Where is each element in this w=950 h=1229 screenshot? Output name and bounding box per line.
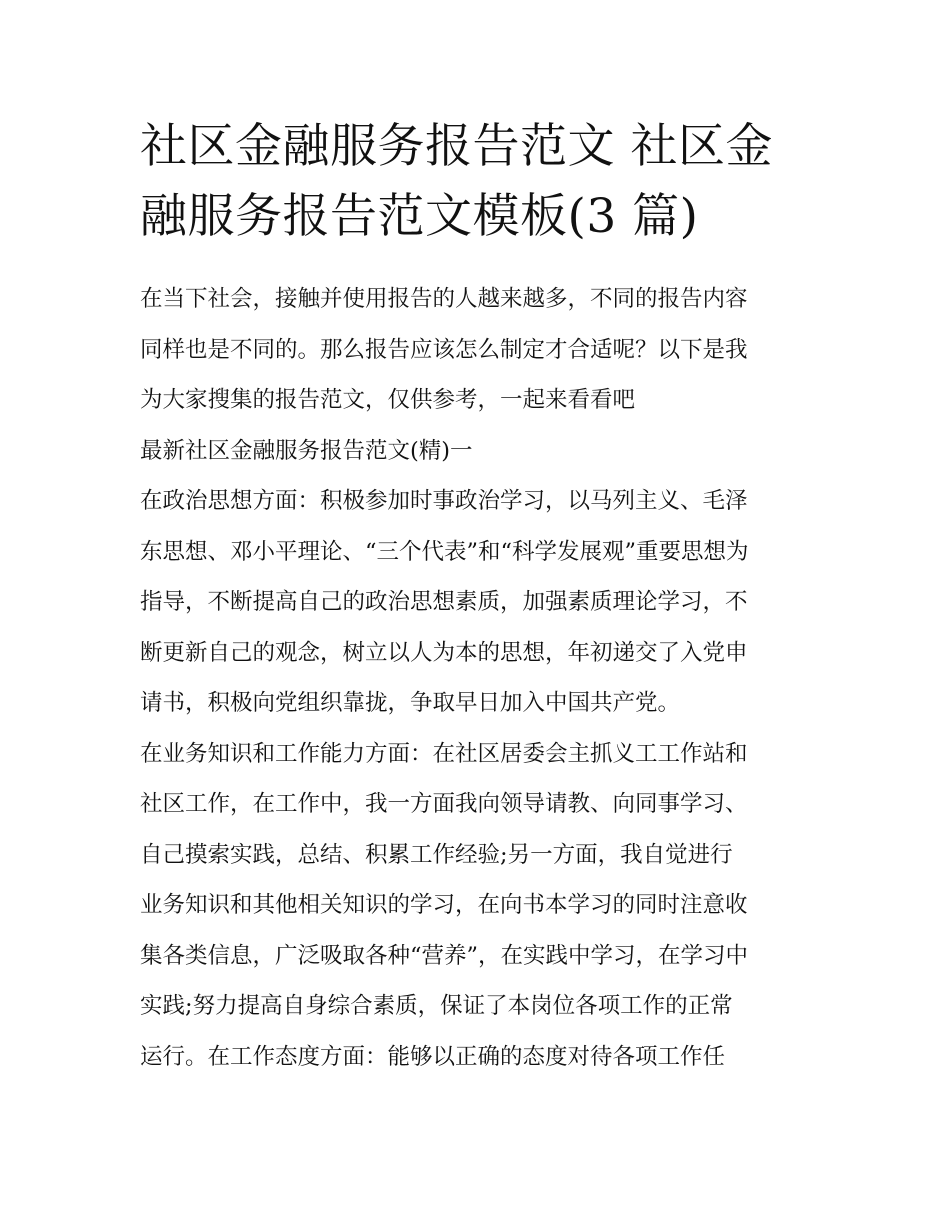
title-line: 融服务报告范文模板(3 篇) [140, 189, 699, 244]
text-line: 同样也是不同的。那么报告应该怎么制定才合适呢？以下是我 [140, 336, 748, 363]
text-line: 在当下社会，接触并使用报告的人越来越多，不同的报告内容 [140, 286, 748, 312]
intro-paragraph [140, 274, 812, 426]
text-line: 断更新自己的观念，树立以人为本的思想，年初递交了入党申 [140, 639, 748, 666]
text-line: 为大家搜集的报告范文，仅供参考，一起来看看吧 [140, 387, 636, 413]
text-line: 在业务知识和工作能力方面：在社区居委会主抓义工工作站和 [140, 740, 748, 767]
text-line: 最新社区金融服务报告范文(精)一 [140, 437, 473, 464]
title-line: 社区金融服务报告范文 社区金 [140, 119, 773, 174]
text-line: 指导，不断提高自己的政治思想素质，加强素质理论学习，不 [140, 589, 748, 615]
text-line: 运行。在工作态度方面：能够以正确的态度对待各项工作任 [140, 1043, 726, 1070]
text-line: 业务知识和其他相关知识的学习，在向书本学习的同时注意收 [140, 892, 748, 918]
work-ability-paragraph [140, 729, 812, 1083]
document-body [140, 274, 812, 1082]
text-line: 自己摸索实践，总结、积累工作经验;另一方面，我自觉进行 [140, 841, 733, 868]
text-line: 实践;努力提高自身综合素质，保证了本岗位各项工作的正常 [140, 993, 733, 1019]
text-line: 在政治思想方面：积极参加时事政治学习，以马列主义、毛泽 [140, 488, 748, 514]
text-line: 请书，积极向党组织靠拢，争取早日加入中国共产党。 [140, 690, 681, 716]
text-line: 东思想、邓小平理论、“三个代表”和“科学发展观”重要思想为 [140, 538, 749, 565]
section-heading [140, 426, 812, 477]
text-line: 社区工作，在工作中，我一方面我向领导请教、向同事学习、 [140, 791, 748, 817]
document-title [140, 112, 812, 252]
document-page [140, 112, 812, 1082]
politics-paragraph [140, 476, 812, 729]
text-line: 集各类信息，广泛吸取各种“营养”，在实践中学习，在学习中 [140, 942, 749, 969]
